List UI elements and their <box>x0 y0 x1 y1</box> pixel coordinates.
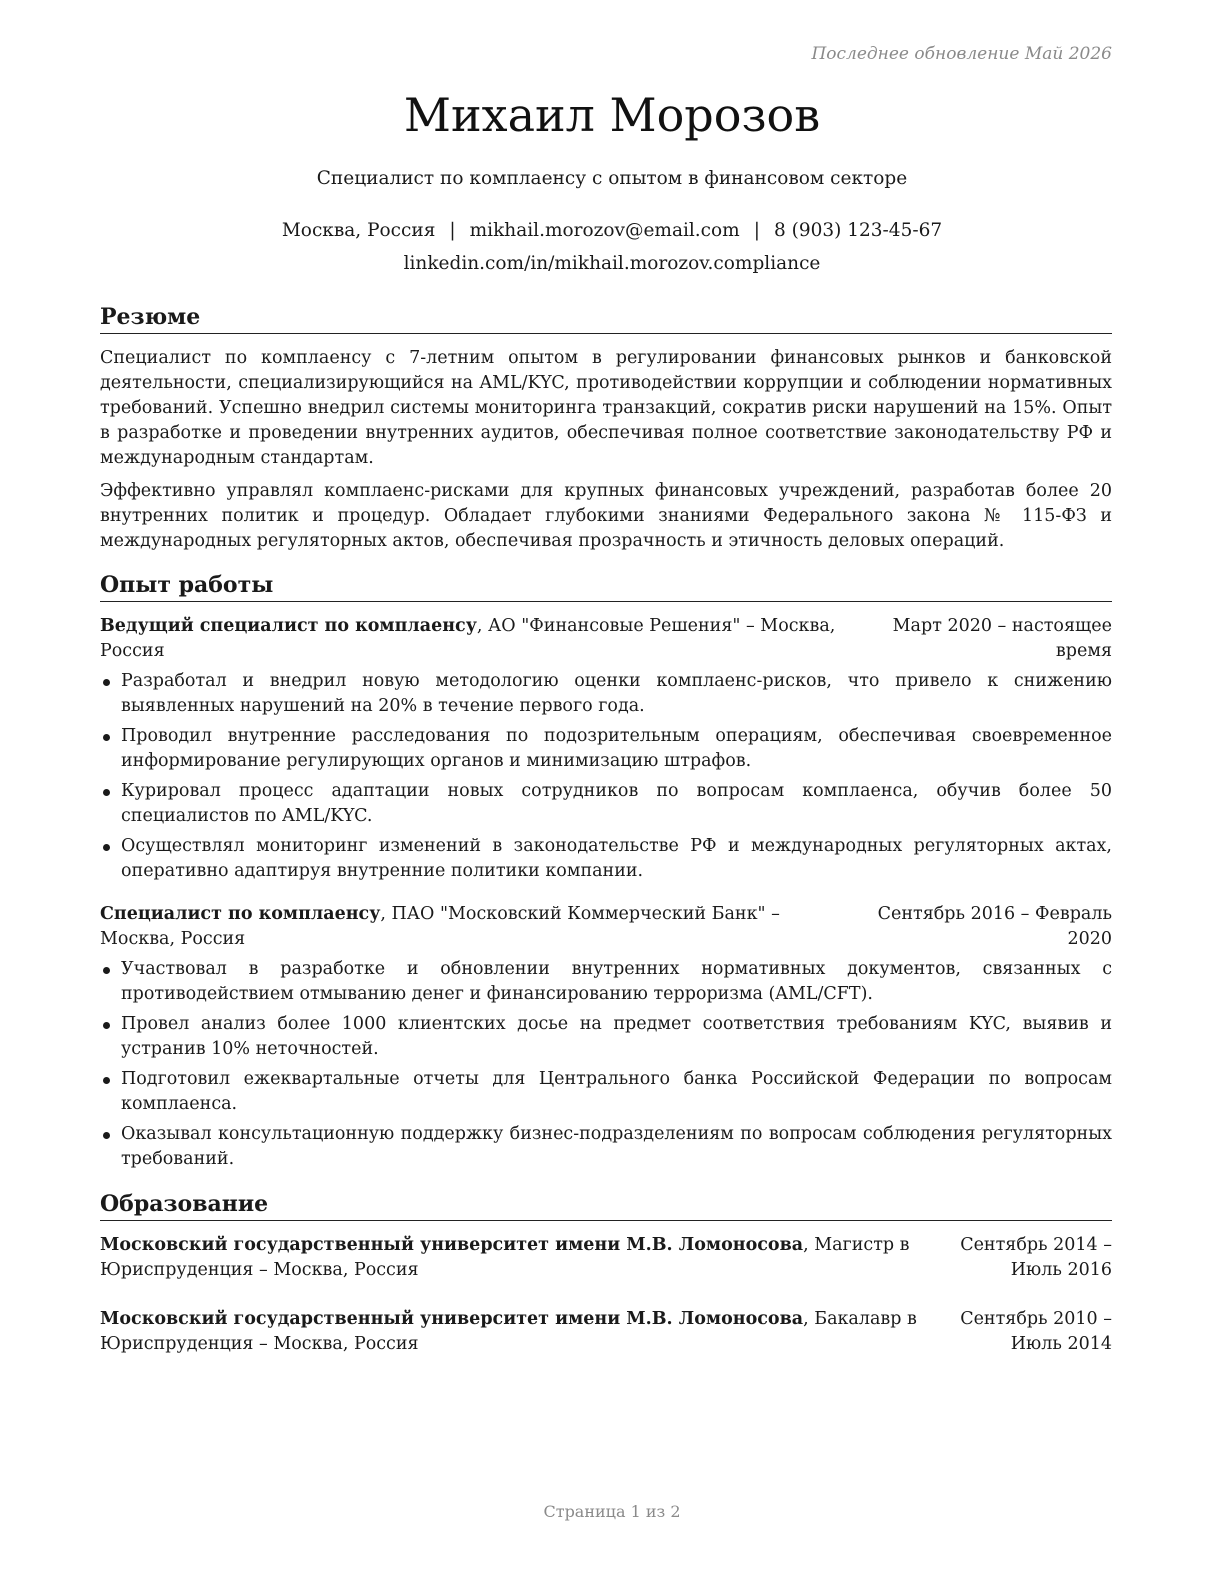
summary-paragraph: Специалист по комплаенсу с 7-летним опытом в регулировании финансовых рынков и банковской деятельности, специализирующийся на AML/KYC, противодействии коррупции и соблюдении нормативных требований. Успешно внедрил системы мониторинга транзакций, сократив риски нарушений на 15%. Опыт в разработке и проведении внутренних аудитов, обеспечивая полное соответствие законодательству РФ и международным стандартам. <box>100 348 1112 468</box>
job-dates: Сентябрь 2016 – Февраль 2020 <box>877 904 1112 949</box>
degree-detail: , Магистр в Юриспруденция – Москва, Россия <box>100 1235 910 1280</box>
page-number: Страница 1 из 2 <box>543 1502 681 1521</box>
last-updated: Последнее обновление Май 2026 <box>811 44 1112 64</box>
list-item <box>100 1067 1112 1117</box>
bullet-icon <box>103 734 110 741</box>
list-item <box>100 1012 1112 1062</box>
contact-line <box>0 220 1224 241</box>
list-item <box>100 1122 1112 1172</box>
bullet-text: Участвовал в разработке и обновлении внутренних нормативных документов, связанных с противодействием отмыванию денег и финансированию терроризма (AML/CFT). <box>121 959 1112 1004</box>
bullet-text: Курировал процесс адаптации новых сотрудников по вопросам комплаенса, обучив более 50 специалистов по AML/KYC. <box>121 781 1112 826</box>
candidate-name: Михаил Морозов <box>403 88 821 142</box>
bullet-text: Осуществлял мониторинг изменений в законодательстве РФ и международных регуляторных актах, оперативно адаптируя внутренние политики компании. <box>121 836 1112 881</box>
linkedin-link[interactable]: linkedin.com/in/mikhail.morozov.compliance <box>403 253 821 274</box>
job-organization: , АО "Финансовые Решения" – Москва, Россия <box>100 616 836 661</box>
bullet-icon <box>103 789 110 796</box>
candidate-subtitle: Специалист по комплаенсу с опытом в финансовом секторе <box>316 168 908 189</box>
list-item <box>100 669 1112 719</box>
job-header <box>100 902 1112 952</box>
section-heading-summary: Резюме <box>100 303 1112 334</box>
job-organization: , ПАО "Московский Коммерческий Банк" – Москва, Россия <box>100 904 780 949</box>
separator: | <box>449 220 456 241</box>
summary-section <box>100 303 1112 554</box>
experience-section <box>100 571 1112 1172</box>
education-dates: Сентябрь 2014 – Июль 2016 <box>960 1235 1112 1280</box>
location: Москва, Россия <box>281 220 436 241</box>
bullet-icon <box>103 1022 110 1029</box>
job-entry <box>100 614 1112 884</box>
summary-paragraph: Эффективно управлял комплаенс-рисками для крупных финансовых учреждений, разработав более 20 внутренних политик и процедур. Обладает глубокими знаниями Федерального закона № 115-ФЗ и международных регуляторных актов, обеспечивая прозрачность и этичность деловых операций. <box>100 481 1112 551</box>
job-bullets <box>100 957 1112 1172</box>
job-dates: Март 2020 – настоящее время <box>892 616 1112 661</box>
list-item <box>100 779 1112 829</box>
bullet-icon <box>103 967 110 974</box>
job-title: Ведущий специалист по комплаенсу <box>100 616 477 636</box>
job-title: Специалист по комплаенсу <box>100 904 381 924</box>
job-bullets <box>100 669 1112 884</box>
list-item <box>100 957 1112 1007</box>
bullet-icon <box>103 1077 110 1084</box>
separator: | <box>753 220 760 241</box>
degree-detail: , Бакалавр в Юриспруденция – Москва, Россия <box>100 1309 917 1354</box>
list-item <box>100 834 1112 884</box>
education-dates: Сентябрь 2010 – Июль 2014 <box>960 1309 1112 1354</box>
bullet-text: Провел анализ более 1000 клиентских досье на предмет соответствия требованиям KYC, выявив и устранив 10% неточностей. <box>121 1014 1112 1059</box>
education-section <box>100 1190 1112 1357</box>
school-name: Московский государственный университет имени М.В. Ломоносова <box>100 1309 804 1329</box>
email-link[interactable]: mikhail.morozov@email.com <box>469 220 740 241</box>
bullet-icon <box>103 844 110 851</box>
bullet-text: Оказывал консультационную поддержку бизнес-подразделениям по вопросам соблюдения регуляторных требований. <box>121 1124 1112 1169</box>
education-entry <box>100 1233 1112 1283</box>
education-entry <box>100 1307 1112 1357</box>
school-name: Московский государственный университет имени М.В. Ломоносова <box>100 1235 804 1255</box>
resume-body <box>100 303 1112 1381</box>
job-header <box>100 614 1112 664</box>
bullet-text: Проводил внутренние расследования по подозрительным операциям, обеспечивая своевременное информирование регулирующих органов и минимизацию штрафов. <box>121 726 1112 771</box>
bullet-icon <box>103 679 110 686</box>
section-heading-education: Образование <box>100 1190 1112 1221</box>
phone: 8 (903) 123-45-67 <box>773 220 943 241</box>
section-heading-experience: Опыт работы <box>100 571 1112 602</box>
list-item <box>100 724 1112 774</box>
bullet-text: Разработал и внедрил новую методологию оценки комплаенс-рисков, что привело к снижению выявленных нарушений на 20% в течение первого года. <box>121 671 1112 716</box>
bullet-icon <box>103 1132 110 1139</box>
job-entry <box>100 902 1112 1172</box>
bullet-text: Подготовил ежеквартальные отчеты для Центрального банка Российской Федерации по вопросам комплаенса. <box>121 1069 1112 1114</box>
